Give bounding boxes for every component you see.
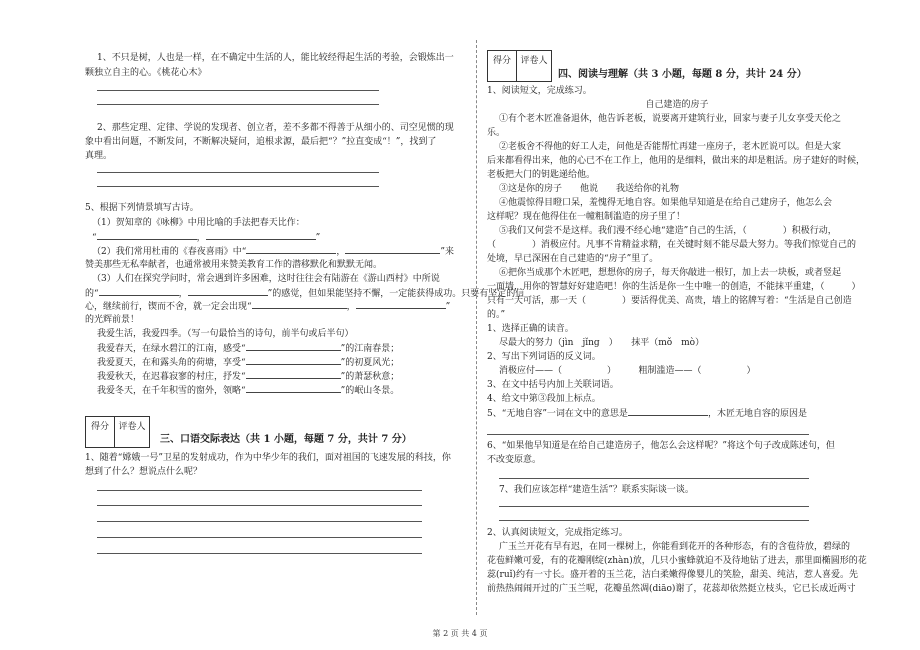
- answer-line[interactable]: [499, 506, 809, 507]
- q5-c2: 的“ ， ”的感觉，但如果能坚持不懈，一定能获得成功。只要有坚定的信: [85, 289, 525, 299]
- q5-b1: （2）我们常用杜甫的《春夜喜雨》中“ ， ”来: [92, 247, 454, 257]
- answer-line[interactable]: [97, 104, 379, 105]
- para-2a: ②老板舍不得他的好工人走，问他是否能帮忙再建一座房子，老木匠说可以。但是大家: [499, 142, 842, 152]
- score-label: 得分: [86, 417, 115, 447]
- q5-d4: 我爱冬天，在千年积雪的窗外，领略“ ”的岷山冬景。: [97, 386, 400, 396]
- story-title: 自己建造的房子: [645, 100, 709, 110]
- exercise-6a: 6、“如果他早知道是在给自己建造房子，他怎么会这样呢？”将这个句子改成陈述句，但: [487, 441, 835, 451]
- q5-c3: 心，继续前行，锲而不舍，就一定会出现“ ， ”: [85, 302, 451, 312]
- passage2-line1: 广玉兰开花有早有迟，在同一棵树上，你能看到花开的各种形态，有的含苞待放，碧绿的: [499, 542, 851, 552]
- para-5b: （ ）消极应付。凡事不肯精益求精，在关键时刻不能尽最大努力。等我们惊觉自己的: [487, 240, 857, 250]
- section-3-title: 三、口语交际表达（共 1 小题，每题 7 分，共计 7 分）: [160, 434, 412, 445]
- exercise-2a[interactable]: 消极应付——（ ） 粗制滥造——（ ）: [499, 366, 756, 376]
- exercise-7: 7、我们应该怎样“建造生活”？联系实际谈一谈。: [499, 485, 694, 495]
- fill-blank[interactable]: [97, 231, 197, 240]
- q2-line3: 真理。: [85, 151, 113, 161]
- para-4a: ④他震惊得目瞪口呆，羞愧得无地自容。如果他早知道是在给自己建房子，他怎么会: [499, 198, 833, 208]
- answer-line[interactable]: [97, 521, 422, 522]
- q2-line2: 象中看出问题，不断发问，不断解决疑问，追根求源，最后把“？”拉直变成“！”，找到了: [85, 137, 437, 147]
- q5-a1: （1）贺知章的《咏柳》中用比喻的手法把春天比作：: [92, 218, 305, 228]
- q5-d3: 我爱秋天，在迟暮寂寥的村庄，抒发“ ”的萧瑟秋意；: [97, 372, 400, 382]
- answer-line[interactable]: [97, 172, 379, 173]
- q5-c1: （3）人们在探究学问时，常会遇到许多困难，这时往往会有陆游在《游山西村》中所说: [92, 274, 440, 284]
- answer-line[interactable]: [97, 186, 379, 187]
- exercise-3: 3、在文中括号内加上关联词语。: [487, 380, 619, 390]
- fill-blank[interactable]: [206, 231, 316, 240]
- fill-blank[interactable]: [246, 342, 341, 351]
- fill-blank[interactable]: [345, 245, 440, 254]
- para-3: ③这是你的房子 他说 我送给你的礼物: [499, 184, 680, 194]
- para-2b: 后来都看得出来，他的心已不在工作上，他用的是细料，做出来的却是粗活。房子建好的时候，: [487, 156, 866, 166]
- q5-d2: 我爱夏天，在和露头角的荷塘，享受“ ”的初夏风光；: [97, 358, 400, 368]
- q5-c4: 的光辉前景！: [85, 315, 140, 325]
- exercise-6b: 不改变原意。: [487, 455, 542, 465]
- answer-line[interactable]: [97, 553, 422, 554]
- fill-blank[interactable]: [252, 300, 347, 309]
- para-4b: 这样呢？现在他得住在一幢粗制滥造的房子里了！: [487, 212, 686, 222]
- para-1b: 乐。: [487, 128, 506, 138]
- fill-blank[interactable]: [246, 384, 341, 393]
- q5-d1: 我爱春天，在绿水碧江的江南，感受“ ”的江南春景；: [97, 344, 400, 354]
- q2-line1: 2、那些定理、定律、学说的发现者、创立者，差不多都不得善于从细小的、司空见惯的现: [97, 123, 454, 133]
- grader-label: 评卷人: [118, 422, 146, 432]
- score-box: [487, 50, 552, 82]
- exercise-5: 5、“无地自容”一词在文中的意思是 ，木匠无地自容的原因是: [487, 409, 807, 419]
- exercise-4: 4、给文中第③段加上标点。: [487, 394, 601, 404]
- fill-blank[interactable]: [246, 356, 341, 365]
- para-2c: 老板把大门的钥匙递给他。: [487, 170, 596, 180]
- reading-q1: 1、阅读短文，完成练习。: [487, 86, 592, 96]
- fill-blank[interactable]: [628, 407, 708, 416]
- oral-q-line2: 想到了什么？想说点什么呢？: [85, 467, 203, 477]
- q5-a2: “ ， ”: [92, 233, 321, 243]
- score-box: [85, 416, 150, 448]
- fill-blank[interactable]: [356, 300, 446, 309]
- passage2-line2: 花苞鲜嫩可爱，有的花瓣刚绽(zhàn)放，几只小蜜蜂就迫不及待地钻了进去，那里面椭圆形的花: [487, 556, 867, 566]
- para-5a: ⑤我们又何尝不是这样。我们漫不经心地“建造”自己的生活，（ ）积极行动，: [499, 226, 837, 236]
- q1-line2: 颗独立自主的心。《桃花心木》: [85, 68, 207, 78]
- q5-title: 5、根据下列情景填写古诗。: [85, 203, 199, 213]
- para-6b: 一面墙，用你的智慧好好建造吧！你的生活是你一生中唯一的创造，不能抹平重建，（ ）: [487, 282, 861, 292]
- answer-line[interactable]: [487, 434, 809, 435]
- oral-q-line1: 1、随着“嫦娥一号”卫星的发射成功，作为中华少年的我们，面对祖国的飞速发展的科技，你: [85, 453, 451, 463]
- answer-line[interactable]: [97, 490, 422, 491]
- section-4-title: 四、阅读与理解（共 3 小题，每题 8 分，共计 24 分）: [558, 69, 807, 80]
- reading-q2: 2、认真阅读短文，完成指定练习。: [487, 528, 628, 538]
- q1-line1: 1、不只是树，人也是一样，在不确定中生活的人，能比较经得起生活的考验，会锻炼出一: [97, 53, 454, 63]
- exercise-1a[interactable]: 尽最大的努力（jìn jǐng ） 抹平（mǒ mò）: [499, 338, 705, 348]
- page-footer: 第 2 页 共 4 页: [432, 629, 488, 638]
- fill-blank[interactable]: [246, 370, 341, 379]
- fill-blank[interactable]: [188, 287, 268, 296]
- fill-blank[interactable]: [99, 287, 179, 296]
- q5-b2: 赞美那些无私奉献者，也通常被用来赞美教育工作的潜移默化和默默无闻。: [85, 260, 383, 270]
- para-6d: 的。”: [487, 310, 506, 320]
- passage2-line3: 蕊(ruǐ)约有一寸长。盛开着的玉兰花，洁白柔嫩得像婴儿的笑脸，甜美、纯洁，惹人喜爱。先: [487, 570, 859, 580]
- q5-d-intro: 我爱生活，我爱四季。（写一句最恰当的诗句，前半句或后半句）: [97, 329, 354, 339]
- answer-line[interactable]: [97, 537, 422, 538]
- passage2-line4: 前热热闹闹开过的广玉兰呢，花瓣虽然凋(diāo)谢了，花蕊却依然挺立枝头，它已长成近两寸: [487, 584, 856, 594]
- para-5c: 处境，早已深困在自己建造的“房子”里了。: [487, 254, 659, 264]
- column-divider: [476, 40, 477, 615]
- grader-label: 评卷人: [520, 56, 548, 66]
- answer-line[interactable]: [97, 505, 422, 506]
- score-label: 得分: [488, 51, 517, 81]
- fill-blank[interactable]: [246, 245, 336, 254]
- exercise-1: 1、选择正确的读音。: [487, 324, 574, 334]
- para-6c: 只有一天可活，那一天（ ）要活得优美、高贵，墙上的铭牌写着：“生活是自己创造: [487, 296, 852, 306]
- para-6a: ⑥把你当成那个木匠吧，想想你的房子，每天你敲进一根钉，加上去一块板，或者竖起: [499, 268, 842, 278]
- answer-line[interactable]: [97, 90, 379, 91]
- para-1a: ①有个老木匠准备退休，他告诉老板，说要离开建筑行业，回家与妻子儿女享受天伦之: [499, 114, 842, 124]
- answer-line[interactable]: [499, 478, 809, 479]
- exercise-2: 2、写出下列词语的反义词。: [487, 352, 601, 362]
- answer-line[interactable]: [499, 520, 809, 521]
